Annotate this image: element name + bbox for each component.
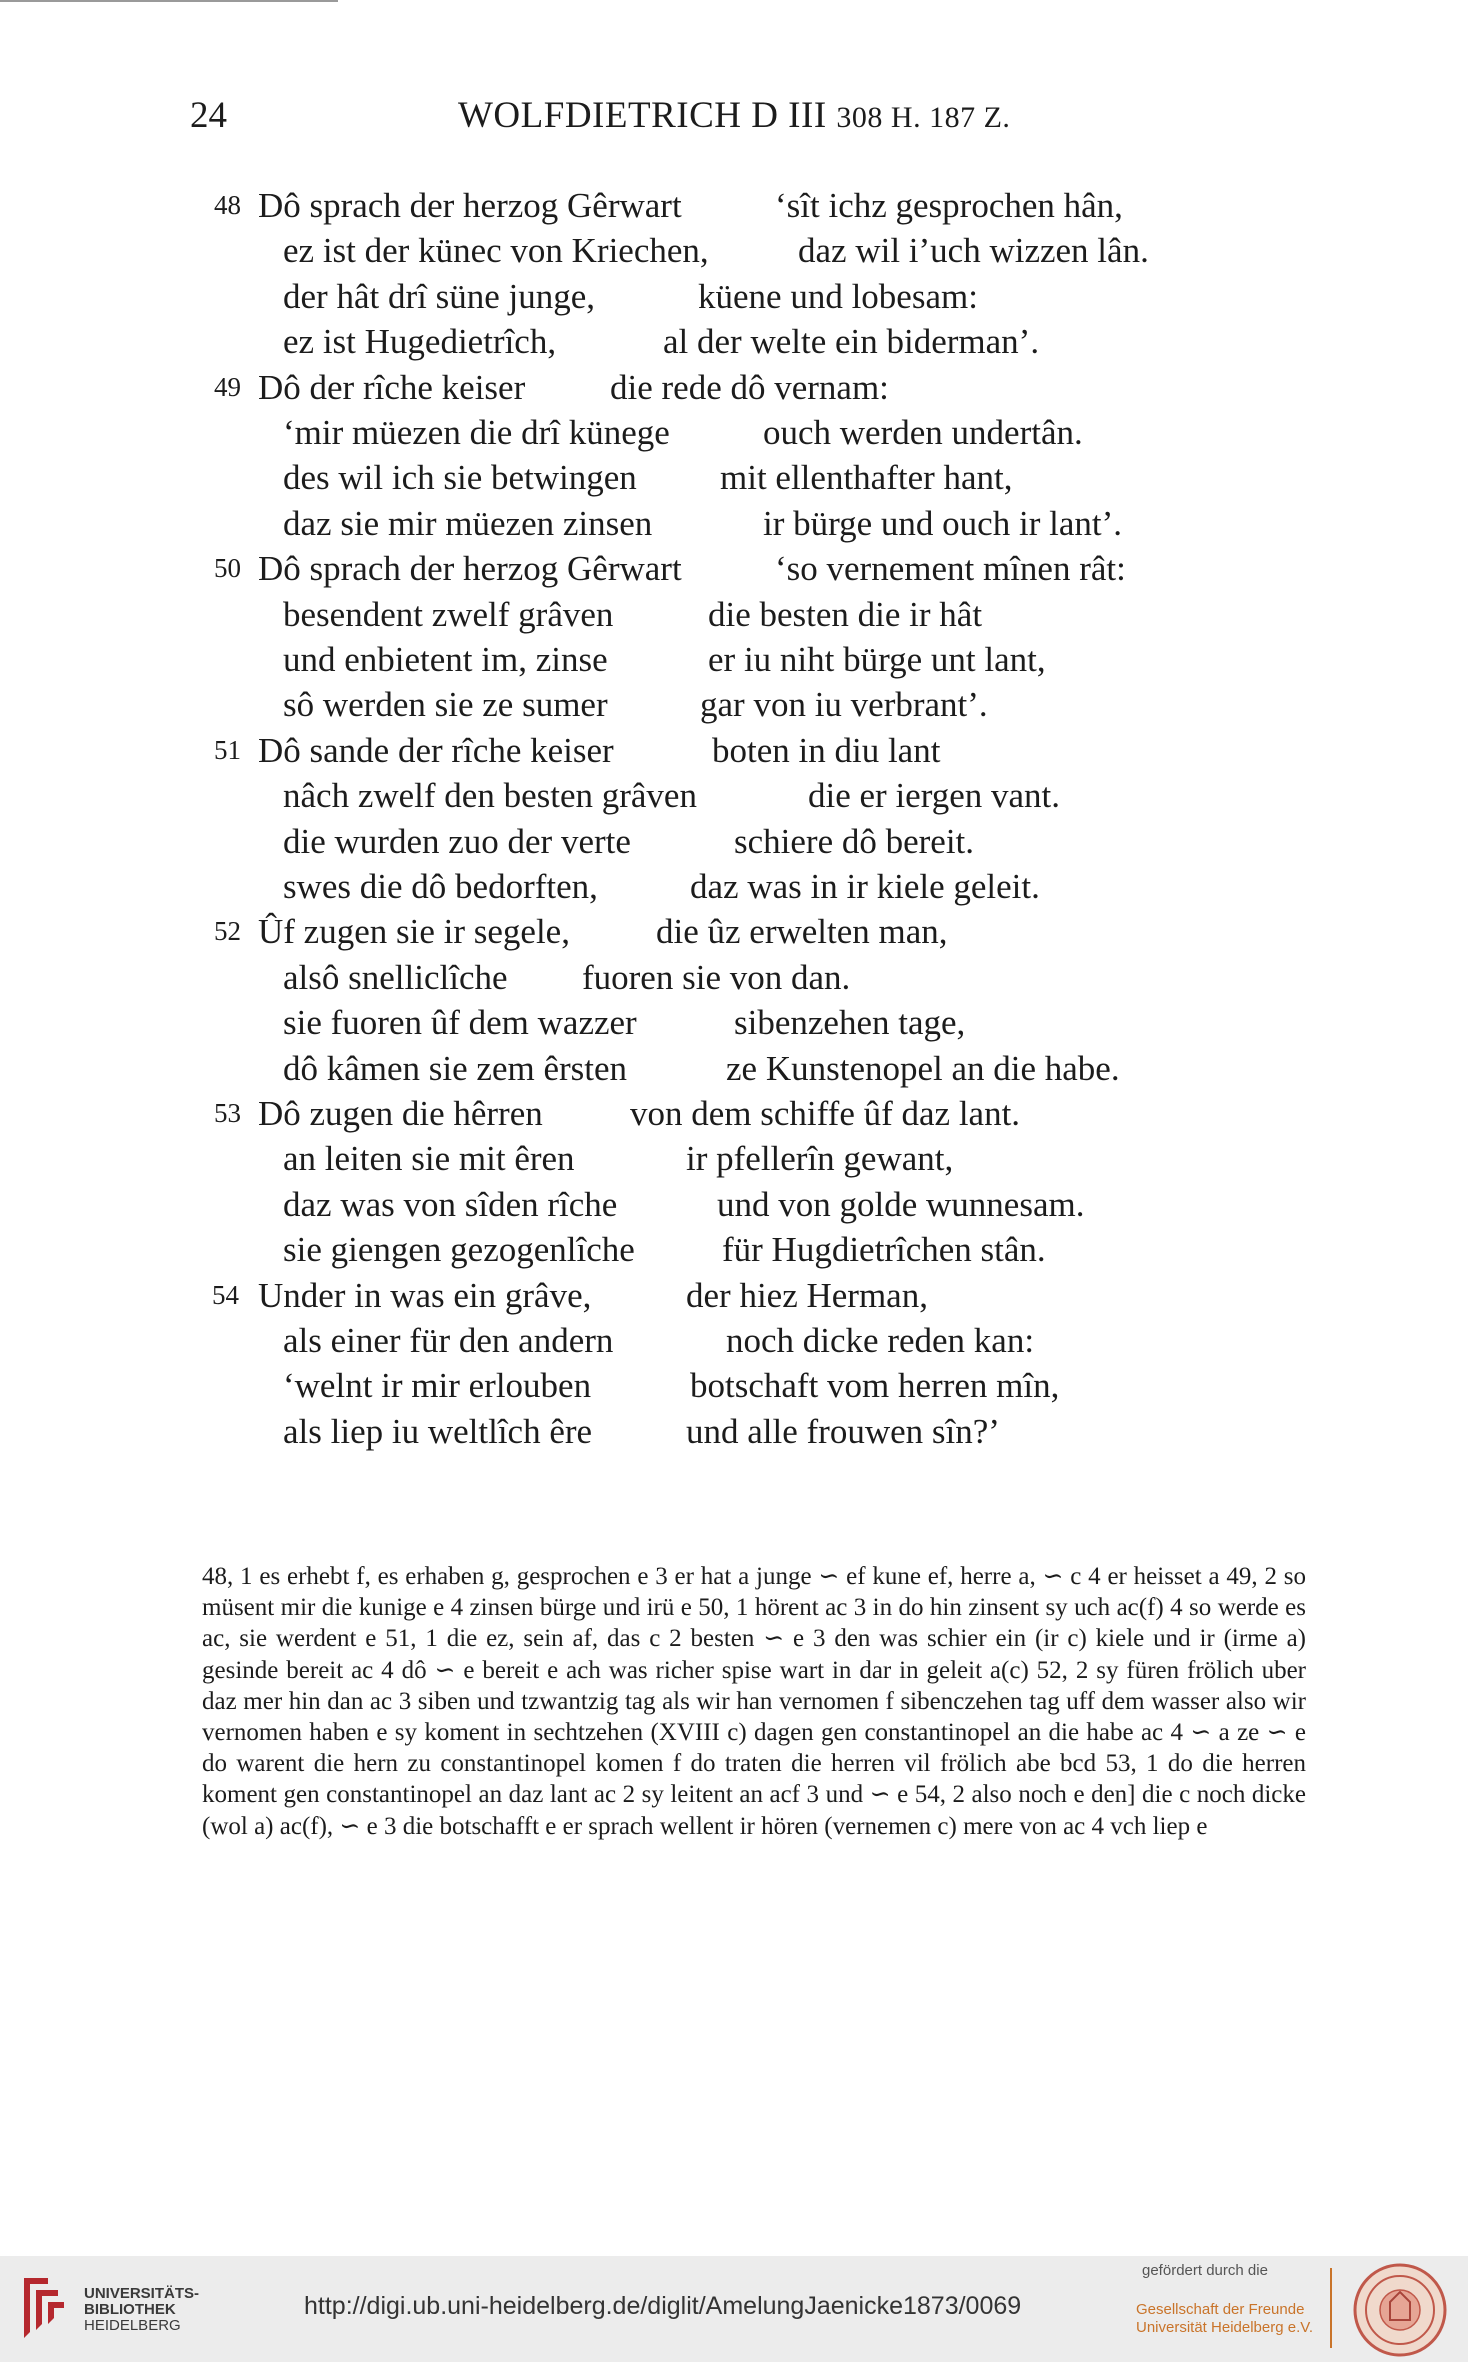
verse-first-half: Ûf zugen sie ir segele, <box>258 912 570 952</box>
verse-first-half: dô kâmen sie zem êrsten <box>283 1048 628 1088</box>
permalink-url[interactable]: http://digi.ub.uni-heidelberg.de/diglit/AmelungJaenicke1873/0069 <box>304 2292 1022 2320</box>
footer-divider <box>1330 2268 1332 2348</box>
verse-first-half: als liep iu weltlîch êre <box>283 1411 593 1451</box>
verse-line <box>0 1046 1468 1091</box>
library-logo-icon <box>18 2274 68 2342</box>
apparatus-text: 48, 1 es erhebt f, es erhaben g, gesprochen e 3 er hat a junge ∽ ef kune ef, herre a, ∽ c 4 er heisset a 49, 2 so müsent mir die kunige e 4 zinsen bürge und irü e 50, 1 hörent ac 3 in do hin zinsent sy uch ac(f) 4 so werde es ac, sie werdent e 51, 1 die ez, sein af, das c 2 besten ∽ e 3 den was schier ein (ir c) kiele und ir (irme a) gesinde bereit ac 4 dô ∽ e bereit e ach was richer spise wart in dar in geleit a(c) 52, 2 sy füren frölich uber daz mer hin dan ac 3 siben und tzwantzig tag als wir han vernomen f sibenczehen tag uff dem wasser also wir vernomen haben e sy koment in sechtzehen (XVIII c) dagen gen constantinopel an die habe ac 4 ∽ a ze ∽ e do warent die hern zu constantinopel komen f do traten die herren vil frölich abe bcd 53, 1 do die herren koment gen constantinopel an daz lant ac 2 sy leitent an acf 3 und ∽ e 54, 2 also noch e den] die c noch dicke (wol a) ac(f), ∽ e 3 die botschafft e er sprach wellent ir hören (vernemen c) mere von ac 4 vch liep e <box>202 1563 1306 1840</box>
verse-second-half: fuoren sie von dan. <box>582 957 851 997</box>
verse-first-half: Dô sprach der herzog Gêrwart <box>258 549 682 589</box>
verse-second-half: ‘so vernement mînen rât: <box>775 549 1126 589</box>
verse-second-half: die rede dô vernam: <box>610 367 889 407</box>
verse-line <box>0 1182 1468 1227</box>
verse-second-half: die ûz erwelten man, <box>656 912 948 952</box>
verse-second-half: schiere dô bereit. <box>734 821 975 861</box>
verse-line <box>0 1363 1468 1408</box>
running-header <box>0 94 1468 144</box>
verse-line <box>0 728 1468 773</box>
verse-line <box>0 909 1468 954</box>
verse-second-half: und alle frouwen sîn?’ <box>686 1411 1000 1451</box>
verse-line <box>0 1227 1468 1272</box>
verse-first-half: des wil ich sie betwingen <box>283 458 637 498</box>
verse-second-half: ze Kunstenopel an die habe. <box>726 1048 1120 1088</box>
university-seal-icon <box>1352 2262 1448 2358</box>
verse-first-half: der hât drî süne junge, <box>283 276 595 316</box>
library-name <box>84 2286 214 2334</box>
verse-line <box>0 183 1468 228</box>
stanza-number: 50 <box>214 553 241 584</box>
verse-line <box>0 1091 1468 1136</box>
verse-line <box>0 819 1468 864</box>
verse-first-half: Dô der rîche keiser <box>258 367 526 407</box>
verse-second-half: die er iergen vant. <box>808 776 1061 816</box>
critical-apparatus <box>202 1561 1306 1842</box>
verse-second-half: und von golde wunnesam. <box>717 1184 1085 1224</box>
verse-first-half: daz was von sîden rîche <box>283 1184 618 1224</box>
stanza-number: 48 <box>214 190 241 220</box>
verse-first-half: besendent zwelf grâven <box>283 594 614 634</box>
verse-first-half: die wurden zuo der verte <box>283 821 631 861</box>
verse-line <box>0 592 1468 637</box>
verse-second-half: ir bürge und ouch ir lant’. <box>763 503 1122 543</box>
verse-second-half: von dem schiffe ûf daz lant. <box>630 1094 1021 1133</box>
verse-second-half: ir pfellerîn gewant, <box>686 1139 954 1179</box>
stanza-number: 49 <box>214 371 241 402</box>
verse-first-half: daz sie mir müezen zinsen <box>283 503 653 543</box>
verse-first-half: sô werden sie ze sumer <box>283 685 608 725</box>
verse-line <box>0 410 1468 455</box>
top-rule <box>0 0 338 2</box>
verse-second-half: botschaft vom herren mîn, <box>690 1366 1060 1406</box>
verse-first-half: alsô snelliclîche <box>283 957 508 997</box>
verse-second-half: die besten die ir hât <box>708 594 983 634</box>
sponsor-name-line: Universität Heidelberg e.V. <box>1136 2319 1314 2336</box>
verse-second-half: al der welte ein biderman’. <box>663 322 1040 362</box>
verse-line <box>0 1000 1468 1045</box>
verse-second-half: ouch werden undertân. <box>763 413 1083 452</box>
sponsor-name <box>1136 2301 1326 2337</box>
sponsor-credit <box>1136 2262 1326 2337</box>
page-number: 24 <box>190 95 227 136</box>
stanza-number: 53 <box>214 1098 241 1128</box>
verse-first-half: Dô sande der rîche keiser <box>258 730 614 770</box>
verse-second-half: boten in diu lant <box>712 730 941 770</box>
library-name-line: BIBLIOTHEK <box>84 2301 176 2318</box>
verse-first-half: ez ist der künec von Kriechen, <box>283 231 709 271</box>
verse-line <box>0 546 1468 591</box>
stanza-number: 54 <box>212 1279 239 1310</box>
verse-first-half: ez ist Hugedietrîch, <box>283 322 557 362</box>
running-title-main: WOLFDIETRICH D III <box>458 95 827 136</box>
verse-line <box>0 955 1468 1000</box>
verse-first-half: sie fuoren ûf dem wazzer <box>283 1003 637 1043</box>
verse-line <box>0 228 1468 273</box>
verse-line <box>0 274 1468 319</box>
verse-line <box>0 319 1468 364</box>
digitization-footer <box>0 2256 1468 2362</box>
verse-second-half: noch dicke reden kan: <box>726 1321 1035 1360</box>
running-title-ref: 308 H. 187 Z. <box>836 101 1011 134</box>
verse-second-half: gar von iu verbrant’. <box>700 685 988 725</box>
verse-second-half: für Hugdietrîchen stân. <box>722 1230 1046 1270</box>
verse-first-half: als einer für den andern <box>283 1321 614 1360</box>
verse-line <box>0 1136 1468 1181</box>
verse-line <box>0 1318 1468 1363</box>
verse-first-half: sie giengen gezogenlîche <box>283 1230 635 1270</box>
library-name-line: UNIVERSITÄTS- <box>84 2285 200 2302</box>
verse-first-half: nâch zwelf den besten grâven <box>283 776 697 816</box>
verse-second-half: mit ellenthafter hant, <box>720 458 1013 498</box>
verse-first-half: swes die dô bedorften, <box>283 867 598 906</box>
verse-first-half: ‘welnt ir mir erlouben <box>283 1366 592 1406</box>
verse-second-half: sibenzehen tage, <box>734 1003 966 1043</box>
sponsor-name-line: Gesellschaft der Freunde <box>1136 2301 1305 2318</box>
verse-second-half: ‘sît ichz gesprochen hân, <box>775 186 1123 225</box>
verse-line <box>0 455 1468 500</box>
verse-line <box>0 864 1468 909</box>
verse-line <box>0 637 1468 682</box>
verse-second-half: daz wil i’uch wizzen lân. <box>798 231 1149 271</box>
verse-line <box>0 1409 1468 1454</box>
verse-second-half: daz was in ir kiele geleit. <box>690 867 1040 906</box>
verse-line <box>0 773 1468 818</box>
verse-first-half: ‘mir müezen die drî künege <box>283 413 670 452</box>
library-name-line: HEIDELBERG <box>84 2317 181 2334</box>
verse-second-half: küene und lobesam: <box>698 276 978 316</box>
verse-first-half: Under in was ein grâve, <box>258 1275 592 1315</box>
verse-line <box>0 501 1468 546</box>
verse-line <box>0 682 1468 727</box>
verse-first-half: Dô zugen die hêrren <box>258 1094 543 1133</box>
stanza-number: 52 <box>214 916 241 947</box>
verse-first-half: und enbietent im, zinse <box>283 640 608 679</box>
verse-line <box>0 365 1468 410</box>
sponsor-intro: gefördert durch die <box>1142 2262 1268 2279</box>
running-title <box>458 94 1010 137</box>
verse-first-half: Dô sprach der herzog Gêrwart <box>258 186 682 225</box>
stanza-number: 51 <box>214 734 241 765</box>
verse-second-half: der hiez Herman, <box>686 1275 928 1315</box>
verse-line <box>0 1273 1468 1318</box>
verse-first-half: an leiten sie mit êren <box>283 1139 575 1179</box>
verse-second-half: er iu niht bürge unt lant, <box>708 640 1046 679</box>
